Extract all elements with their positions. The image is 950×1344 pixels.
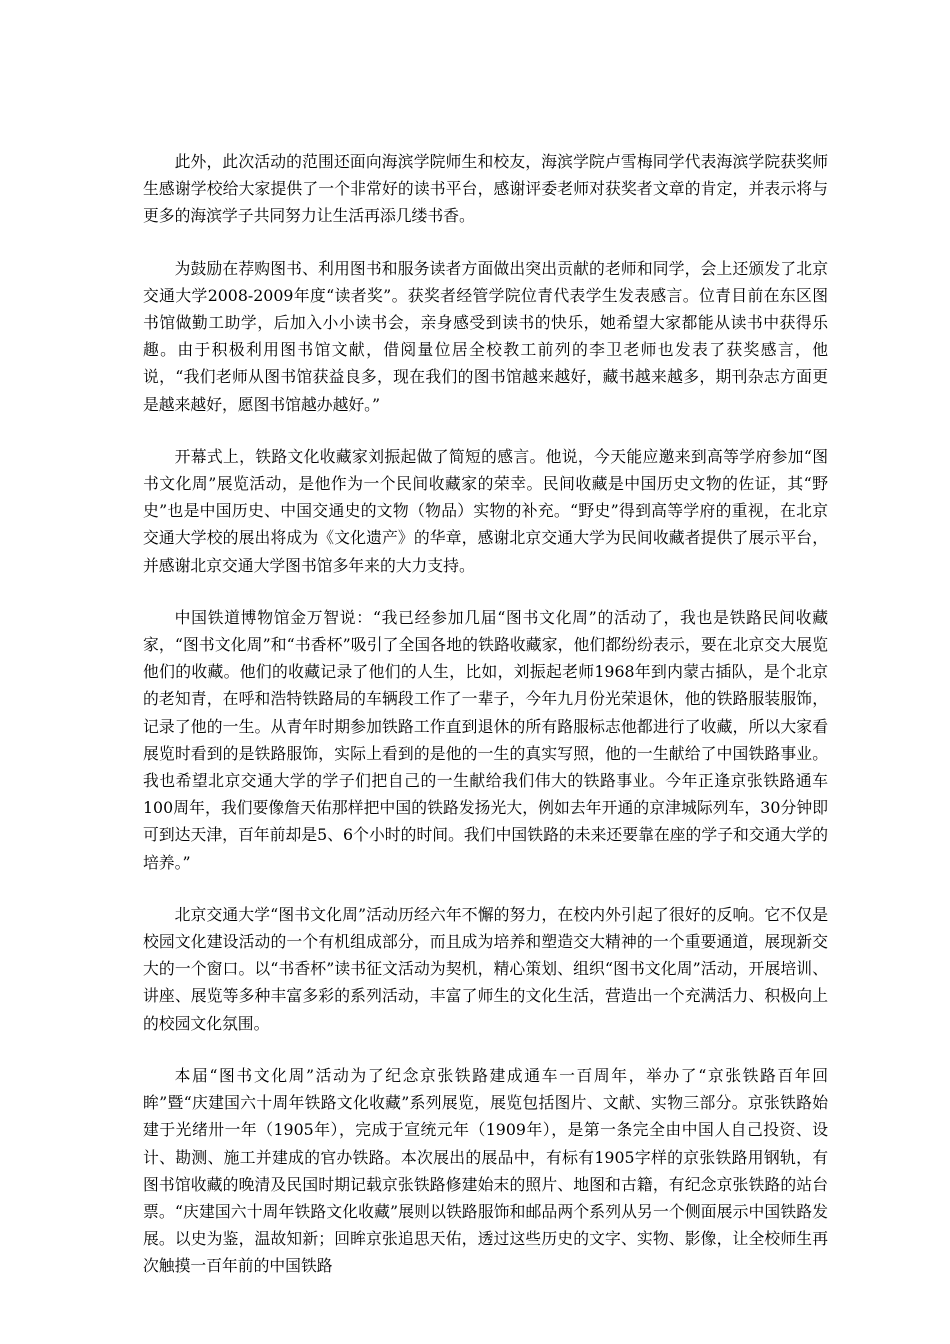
paragraph-haibin-college: 此外，此次活动的范围还面向海滨学院师生和校友，海滨学院卢雪梅同学代表海滨学院获奖师生感谢学校给大家提供了一个非常好的读书平台，感谢评委老师对获奖者文章的肯定，并表示将与更多的海滨学子共同努力让生活再添几缕书香。 <box>143 152 828 226</box>
paragraph-reader-award: 为鼓励在荐购图书、利用图书和服务读者方面做出突出贡献的老师和同学，会上还颁发了北京交通大学2008-2009年度“读者奖”。获奖者经管学院位青代表学生发表感言。位青目前在东区图书馆做勤工助学，后加入小小读书会，亲身感受到读书的快乐，她希望大家都能从读书中获得乐趣。由于积极利用图书馆文献，借阅量位居全校教工前列的李卫老师也发表了获奖感言，他说，“我们老师从图书馆获益良多，现在我们的图书馆越来越好，藏书越来越多，期刊杂志方面更是越来越好，愿图书馆越办越好。” <box>143 258 828 414</box>
paragraph-jingzhang-exhibition: 本届“图书文化周”活动为了纪念京张铁路建成通车一百周年，举办了“京张铁路百年回眸”暨“庆建国六十周年铁路文化收藏”系列展览，展览包括图片、文献、实物三部分。京张铁路始建于光绪卅一年（1905年），完成于宣统元年（1909年），是第一条完全由中国人自己投资、设计、勘测、施工并建成的官办铁路。本次展出的展品中，有标有1905字样的京张铁路用钢轨，有图书馆收藏的晚清及民国时期记载京张铁路修建始末的照片、地图和古籍，有纪念京张铁路的站台票。“庆建国六十周年铁路文化收藏”展则以铁路服饰和邮品两个系列从另一个侧面展示中国铁路发展。以史为鉴，温故知新；回眸京张追思天佑，透过这些历史的文字、实物、影像，让全校师生再次触摸一百年前的中国铁路 <box>143 1065 828 1276</box>
document-body <box>143 148 828 1305</box>
paragraph-culture-week: 北京交通大学“图书文化周”活动历经六年不懈的努力，在校内外引起了很好的反响。它不仅是校园文化建设活动的一个有机组成部分，而且成为培养和塑造交大精神的一个重要通道，展现新交大的一个窗口。以“书香杯”读书征文活动为契机，精心策划、组织“图书文化周”活动，开展培训、讲座、展览等多种丰富多彩的系列活动，丰富了师生的文化生活，营造出一个充满活力、积极向上的校园文化氛围。 <box>143 904 828 1033</box>
paragraph-opening-ceremony: 开幕式上，铁路文化收藏家刘振起做了简短的感言。他说，今天能应邀来到高等学府参加“图书文化周”展览活动，是他作为一个民间收藏家的荣幸。民间收藏是中国历史文物的佐证，其“野史”也是中国历史、中国交通史的文物（物品）实物的补充。“野史”得到高等学府的重视，在北京交通大学校的展出将成为《文化遗产》的华章，感谢北京交通大学为民间收藏者提供了展示平台，并感谢北京交通大学图书馆多年来的大力支持。 <box>143 446 828 575</box>
paragraph-railway-museum: 中国铁道博物馆金万智说：“我已经参加几届“图书文化周”的活动了，我也是铁路民间收藏家，“图书文化周”和“书香杯”吸引了全国各地的铁路收藏家，他们都纷纷表示，要在北京交大展览他们的收藏。他们的收藏记录了他们的人生，比如，刘振起老师1968年到内蒙古插队，是个北京的老知青，在呼和浩特铁路局的车辆段工作了一辈子，今年九月份光荣退休，他的铁路服装服饰，记录了他的一生。从青年时期参加铁路工作直到退休的所有路服标志他都进行了收藏，所以大家看展览时看到的是铁路服饰，实际上看到的是他的一生的真实写照，他的一生献给了中国铁路事业。我也希望北京交通大学的学子们把自己的一生献给我们伟大的铁路事业。今年正逢京张铁路通车100周年，我们要像詹天佑那样把中国的铁路发扬光大，例如去年开通的京津城际列车，30分钟即可到达天津，百年前却是5、6个小时的时间。我们中国铁路的未来还要靠在座的学子和交通大学的培养。” <box>143 607 828 872</box>
